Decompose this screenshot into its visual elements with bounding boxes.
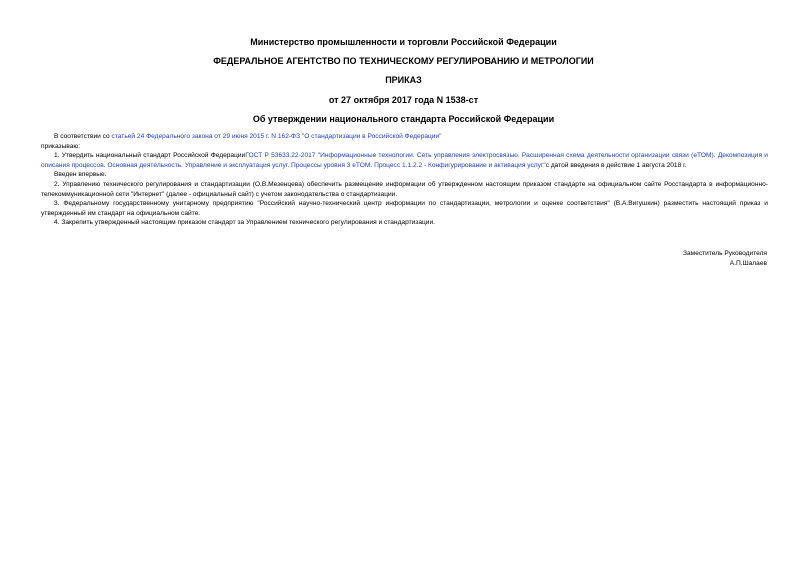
document-type: ПРИКАЗ [385, 75, 422, 85]
item-3-paragraph: 3. Федеральному государственному унитарному предприятию "Российский научно-технический центр информации по стандартизации, метрологии и оценке соответствия" (В.А.Вигушкин) разместить настоящий приказ и утвержденный им стандарт на официальном сайте. [41, 200, 768, 217]
signature-block [683, 249, 767, 269]
item-2-paragraph: 2. Управлению технического регулирования и стандартизации (О.В.Мезенцева) обеспечить размещение информации об утвержденном настоящим приказом стандарте на официальном сайте Росстандарта в информационно-телекоммуникационной сети "Интернет" (далее - официальный сайт) с учетом законодательства о стандартизации. [41, 180, 768, 198]
item-4-paragraph: 4. Закрепить утвержденный настоящим приказом стандарт за Управлением технического регулирования и стандартизации. [54, 219, 435, 227]
federal-law-link[interactable]: статьей 24 Федерального закона от 29 июня 2015 г. N 162-ФЗ "О стандартизации в Российской Федерации" [111, 133, 442, 140]
signatory-position: Заместитель Руководителя [683, 250, 767, 257]
preamble-paragraph [41, 132, 768, 142]
agency-title: ФЕДЕРАЛЬНОЕ АГЕНТСТВО ПО ТЕХНИЧЕСКОМУ РЕГУЛИРОВАНИЮ И МЕТРОЛОГИИ [213, 56, 594, 66]
item-1-suffix: с датой введения в действие 1 августа 2018 г. [545, 161, 687, 169]
document-date-number: от 27 октября 2017 года N 1538-ст [328, 95, 479, 105]
item-1-note: Введен впервые. [54, 171, 107, 179]
document-body [41, 132, 768, 228]
preamble-text: В соответствии со [54, 133, 112, 140]
document-subject: Об утверждении национального стандарта Российской Федерации [252, 114, 555, 124]
signatory-name: А.П.Шалаев [729, 260, 767, 267]
gost-standard-link[interactable]: ГОСТ Р 53633.22-2017 "Информационные технологии. Сеть управления электросвязью. Расширенная схема деятельности организации связи (eTOM). Декомпозиция и описания процессов. Основная деятельность. Управление и эксплуатация услуг. Процессы уровня 3 eTOM. Процесс 1.1.2.2 - Конфигурирование и активация услуг" [41, 152, 768, 169]
item-1-paragraph [41, 151, 768, 170]
ministry-title: Министерство промышленности и торговли Российской Федерации [250, 37, 557, 47]
prikazyvayu-paragraph: приказываю: [41, 142, 81, 150]
item-1-text: 1. Утвердить национальный стандарт Российской Федерации [54, 152, 246, 160]
